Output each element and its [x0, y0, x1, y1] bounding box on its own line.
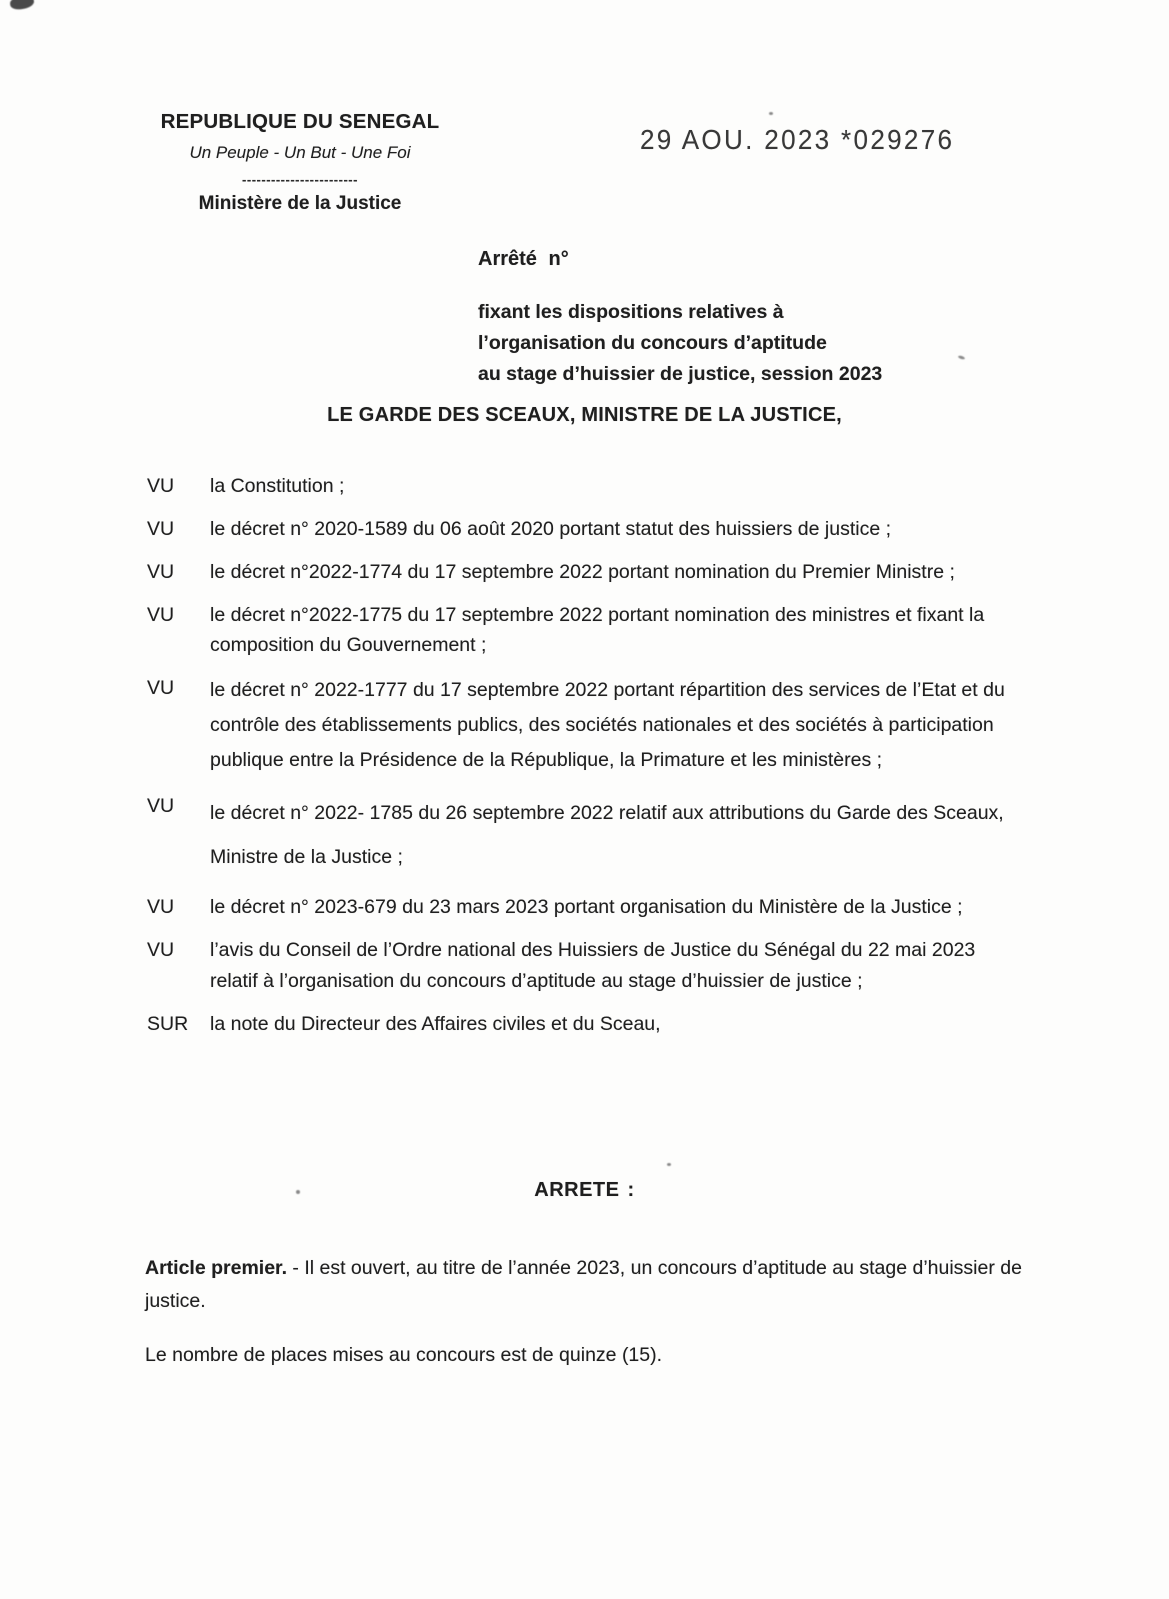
visa-label: VU [147, 518, 175, 540]
visa-row [147, 600, 1013, 660]
scan-artifact-corner [9, 0, 35, 11]
visa-text: le décret n° 2020-1589 du 06 août 2020 portant statut des huissiers de justice ; [210, 518, 891, 540]
places-count-line: Le nombre de places mises au concours est de quinze (15). [145, 1344, 663, 1366]
article-premier-paragraph [145, 1252, 1029, 1318]
visa-row [147, 935, 1013, 996]
visa-text: l’avis du Conseil de l’Ordre national des Huissiers de Justice du Sénégal du 22 mai 2023 relatif à l’organisation du concours d’aptitude au stage d’huissier de justice ; [210, 939, 976, 992]
letterhead [140, 110, 460, 215]
arrete-number-line: Arrêté n° [478, 248, 569, 270]
visa-label: VU [147, 475, 175, 497]
national-motto: Un Peuple - Un But - Une Foi [189, 143, 411, 162]
title-block [478, 248, 998, 390]
subject-line: fixant les dispositions relatives à [478, 301, 784, 323]
visa-row [147, 557, 1013, 587]
visa-label: VU [147, 939, 175, 961]
visa-list [147, 471, 1013, 1052]
subject-line: l’organisation du concours d’aptitude [478, 332, 827, 354]
visa-text: le décret n° 2022-1777 du 17 septembre 2022 portant répartition des services de l’Etat et du contrôle des établissements publics, des sociétés nationales et des sociétés à participation publique entre la Présidence de la République, la Primature et les ministères ; [210, 679, 1005, 771]
separator-dashes: ------------------------ [242, 172, 358, 187]
visa-row [147, 471, 1013, 501]
arrete-subject [478, 297, 998, 390]
visa-row [147, 892, 1013, 922]
visa-row [147, 673, 1013, 778]
issuing-authority-line: LE GARDE DES SCEAUX, MINISTRE DE LA JUSTICE, [327, 404, 842, 426]
visa-text: le décret n°2022-1774 du 17 septembre 2022 portant nomination du Premier Ministre ; [210, 561, 955, 583]
visa-label: VU [147, 795, 175, 817]
republic-title: REPUBLIQUE DU SENEGAL [160, 110, 440, 133]
visa-text: le décret n° 2022- 1785 du 26 septembre 2022 relatif aux attributions du Garde des Sceaux, Ministre de la Justice ; [210, 802, 1004, 868]
visa-label: VU [147, 896, 175, 918]
visa-label: VU [147, 561, 175, 583]
visa-label: SUR [147, 1013, 189, 1035]
scan-artifact-dot [667, 1163, 671, 1166]
visa-text: le décret n°2022-1775 du 17 septembre 2022 portant nomination des ministres et fixant la composition du Gouvernement ; [210, 604, 985, 656]
ministry-name: Ministère de la Justice [198, 193, 402, 214]
visa-label: VU [147, 677, 175, 699]
arrete-heading: ARRETE : [534, 1179, 635, 1201]
scan-artifact-dot [769, 112, 773, 115]
visa-row [147, 1009, 1013, 1039]
article-premier-label: Article premier. [145, 1257, 287, 1279]
visa-text: la note du Directeur des Affaires civiles et du Sceau, [210, 1013, 661, 1035]
subject-line: au stage d’huissier de justice, session 2023 [478, 363, 883, 385]
date-registration-stamp: 29 AOU. 2023 *029276 [640, 124, 955, 155]
visa-text: le décret n° 2023-679 du 23 mars 2023 portant organisation du Ministère de la Justice ; [210, 896, 963, 918]
visa-text: la Constitution ; [210, 475, 345, 497]
visa-row [147, 514, 1013, 544]
visa-row [147, 791, 1013, 879]
visa-label: VU [147, 604, 175, 626]
article-premier-text: - Il est ouvert, au titre de l’année 2023, un concours d’aptitude au stage d’huissier de justice. [145, 1257, 1022, 1312]
